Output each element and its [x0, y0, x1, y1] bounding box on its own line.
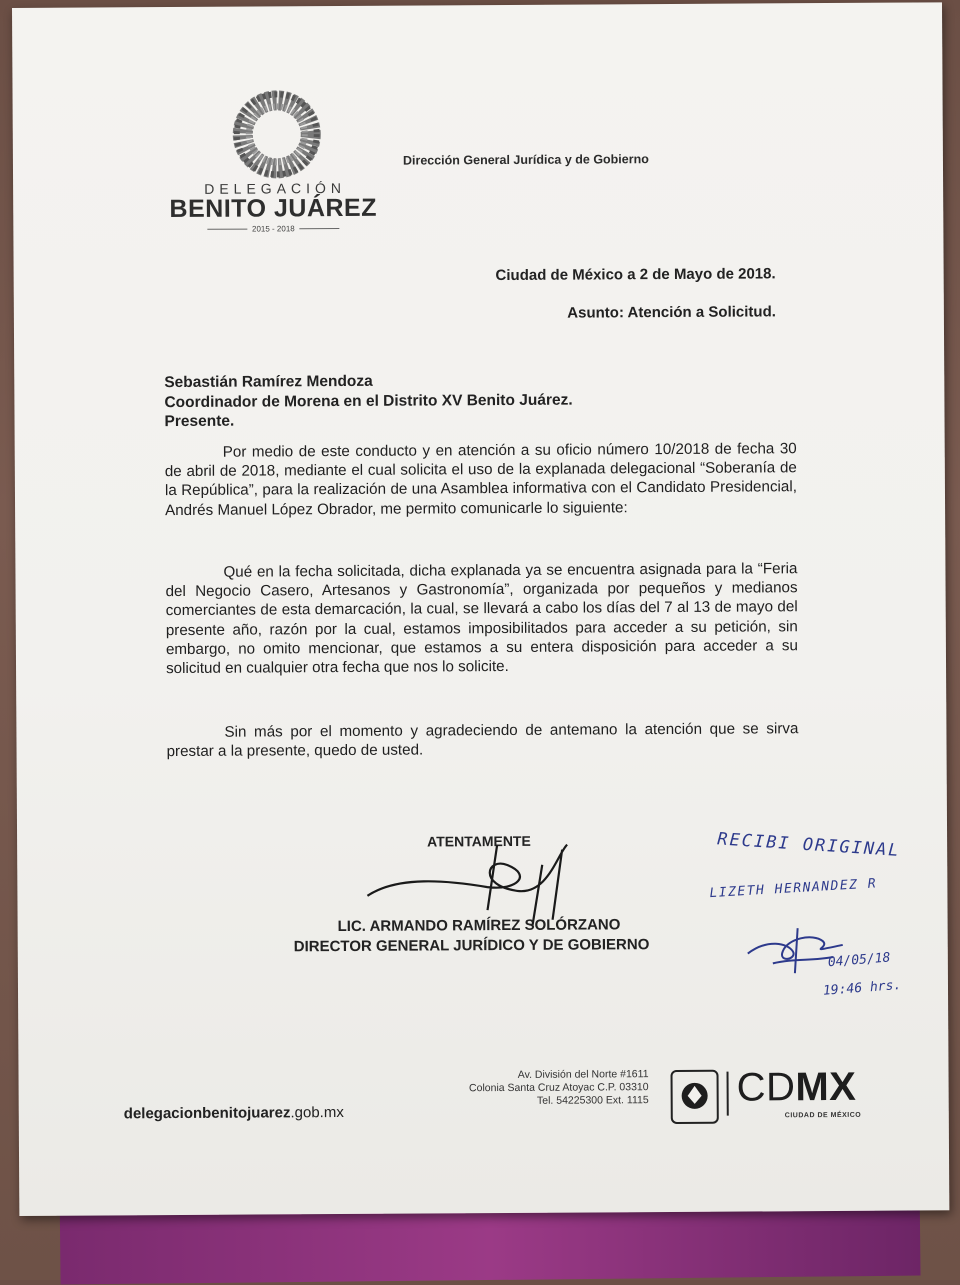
cdmx-wordmark-bold: MX — [795, 1064, 857, 1110]
cdmx-wordmark — [736, 1065, 856, 1111]
delegacion-logo — [162, 88, 378, 239]
footer-website — [124, 1104, 344, 1122]
address-line-2: Colonia Santa Cruz Atoyac C.P. 03310 — [468, 1081, 649, 1095]
footer-website-domain: delegacionbenitojuarez — [123, 1104, 291, 1123]
footer-website-suffix: .gob.mx — [290, 1103, 344, 1122]
paragraph-3: Sin más por el momento y agradeciendo de antemano la atención que se sirva prestar a la presente, quedo de usted. — [166, 720, 799, 761]
handwritten-received: RECIBI ORIGINAL — [716, 829, 902, 861]
handwritten-signature-icon — [743, 923, 853, 979]
recipient-title: Coordinador de Morena en el Distrito XV Benito Juárez. — [164, 391, 573, 411]
letter-date: Ciudad de México a 2 de Mayo de 2018. — [495, 265, 776, 285]
cdmx-logo — [670, 1065, 880, 1126]
cdmx-wordmark-light: CD — [736, 1065, 796, 1110]
handwritten-date: 04/05/18 — [827, 950, 891, 971]
logo-word-benito-juarez: BENITO JUÁREZ — [169, 193, 378, 224]
cdmx-shield-icon — [670, 1070, 718, 1124]
footer-address — [418, 1068, 648, 1108]
logo-word-delegacion: DELEGACIÓN — [204, 179, 347, 197]
recipient-block — [164, 371, 573, 432]
paragraph-2: Qué en la fecha solicitada, dicha explanada ya se encuentra asignada para la “Feria del Negocio Casero, Artesanos y Gastronomía”, organizada por pequeños y medianos comerciantes de esta demarcación, la cual, se llevará a cabo los días del 7 al 13 de mayo del presente año, razón por la cual, estamos imposibilitados para acceder a su petición, sin embargo, no omito mencionar, que estamos a su entera disposición para acceder a su solicitud en cualquier otra fecha que nos lo solicite. — [165, 560, 798, 678]
cdmx-subtitle: CIUDAD DE MÉXICO — [784, 1111, 862, 1120]
letter-page — [12, 2, 949, 1216]
logo-years: 2015 - 2018 — [163, 224, 383, 234]
recipient-name: Sebastián Ramírez Mendoza — [164, 372, 373, 392]
closing-atentamente: ATENTAMENTE — [427, 832, 531, 850]
cdmx-divider — [727, 1072, 729, 1116]
recipient-greeting: Presente. — [164, 412, 235, 431]
paragraph-1: Por medio de este conducto y en atención a su oficio número 10/2018 de fecha 30 de abril de 2018, mediante el cual solicita el uso de la explanada delegacional “Soberanía de la República”, para la realización de una Asamblea informativa con el Candidato Presidencial, Andrés Manuel López Obrador, me permito comunicarle lo siguiente: — [164, 440, 797, 519]
signer-title: DIRECTOR GENERAL JURÍDICO Y DE GOBIERNO — [293, 936, 650, 956]
logo-ring-icon — [230, 88, 323, 181]
handwritten-name: LIZETH HERNANDEZ R — [709, 876, 878, 902]
signer-name: LIC. ARMANDO RAMÍREZ SOLÓRZANO — [337, 916, 621, 936]
address-line-1: Av. División del Norte #1611 — [517, 1068, 649, 1081]
letter-subject: Asunto: Atención a Solicitud. — [567, 303, 776, 322]
address-phone: Tel. 54225300 Ext. 1115 — [536, 1094, 649, 1107]
handwritten-time: 19:46 hrs. — [822, 977, 902, 999]
department-header: Dirección General Jurídica y de Gobierno — [402, 152, 649, 168]
